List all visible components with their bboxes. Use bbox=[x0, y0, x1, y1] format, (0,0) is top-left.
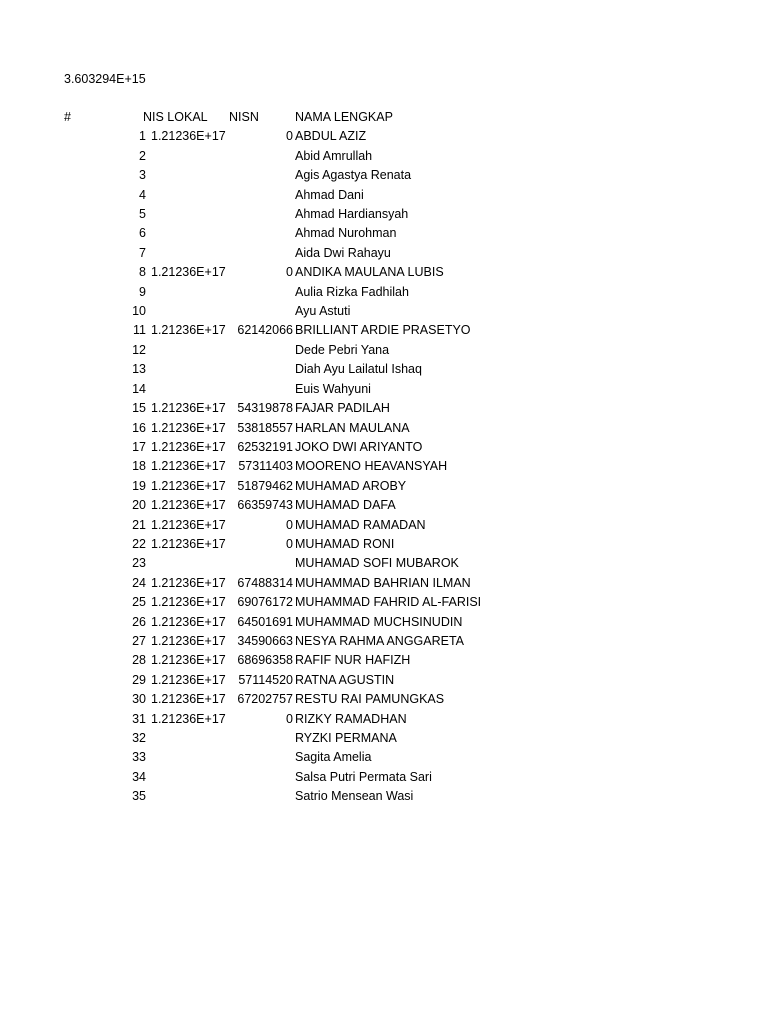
row-nis-lokal bbox=[151, 283, 227, 302]
row-nama-lengkap: Ahmad Dani bbox=[295, 187, 364, 202]
row-number: 17 bbox=[132, 439, 146, 454]
row-nisn bbox=[227, 283, 295, 302]
header-nisn bbox=[227, 108, 295, 127]
row-nama-lengkap: RIZKY RAMADHAN bbox=[295, 711, 407, 726]
table-row bbox=[64, 283, 495, 302]
table-row bbox=[64, 127, 495, 146]
header-number: # bbox=[64, 110, 71, 124]
row-nisn: 0 bbox=[286, 711, 293, 726]
row-nisn: 64501691 bbox=[237, 614, 293, 629]
row-nisn bbox=[227, 302, 295, 321]
table-row bbox=[64, 710, 495, 729]
row-nis-lokal bbox=[151, 244, 227, 263]
row-nisn: 0 bbox=[286, 536, 293, 551]
row-nama-lengkap: JOKO DWI ARIYANTO bbox=[295, 439, 423, 454]
table-row bbox=[64, 302, 495, 321]
row-nisn: 0 bbox=[286, 265, 293, 280]
row-nis-lokal: 1.21236E+17 bbox=[151, 323, 226, 338]
row-nama-lengkap: MUHAMAD RAMADAN bbox=[295, 517, 426, 532]
row-nama-lengkap: Satrio Mensean Wasi bbox=[295, 789, 414, 804]
row-number: 35 bbox=[132, 789, 146, 804]
row-nama-lengkap: Aulia Rizka Fadhilah bbox=[295, 284, 409, 299]
table-row bbox=[64, 729, 495, 748]
row-nis-lokal: 1.21236E+17 bbox=[151, 633, 226, 648]
table-body bbox=[64, 127, 495, 806]
row-nisn: 62532191 bbox=[237, 439, 293, 454]
row-nisn: 0 bbox=[286, 517, 293, 532]
row-nisn bbox=[227, 341, 295, 360]
row-nama-lengkap: Aida Dwi Rahayu bbox=[295, 245, 391, 260]
row-nisn: 54319878 bbox=[237, 401, 293, 416]
table-row bbox=[64, 748, 495, 767]
row-nama-lengkap: MUHAMAD SOFI MUBAROK bbox=[295, 556, 459, 571]
table-row bbox=[64, 166, 495, 185]
table-row bbox=[64, 360, 495, 379]
row-number: 1 bbox=[139, 129, 146, 144]
row-nisn: 67202757 bbox=[237, 692, 293, 707]
row-number: 11 bbox=[133, 323, 146, 338]
row-nisn bbox=[227, 205, 295, 224]
row-nama-lengkap: FAJAR PADILAH bbox=[295, 401, 390, 416]
row-nis-lokal bbox=[151, 787, 227, 806]
row-nis-lokal bbox=[151, 341, 227, 360]
row-number: 32 bbox=[132, 731, 146, 745]
row-nis-lokal bbox=[151, 166, 227, 185]
row-nama-lengkap: MUHAMAD AROBY bbox=[295, 478, 407, 493]
row-nis-lokal: 1.21236E+17 bbox=[151, 653, 226, 668]
row-nisn bbox=[227, 768, 295, 787]
row-nisn bbox=[227, 147, 295, 166]
row-nis-lokal: 1.21236E+17 bbox=[151, 401, 226, 416]
row-nis-lokal bbox=[151, 205, 227, 224]
row-nama-lengkap: BRILLIANT ARDIE PRASETYO bbox=[295, 323, 471, 338]
row-number: 19 bbox=[132, 478, 146, 493]
row-nisn bbox=[227, 186, 295, 205]
row-nis-lokal bbox=[151, 147, 227, 166]
row-nis-lokal bbox=[151, 768, 227, 787]
row-number: 22 bbox=[132, 536, 146, 551]
row-nama-lengkap: MUHAMMAD FAHRID AL-FARISI bbox=[295, 595, 482, 610]
table-row bbox=[64, 516, 495, 535]
table-row bbox=[64, 224, 495, 243]
row-nisn: 53818557 bbox=[237, 420, 293, 435]
header-nis-lokal bbox=[143, 108, 227, 127]
row-number: 8 bbox=[139, 265, 146, 280]
row-nama-lengkap: Abid Amrullah bbox=[295, 148, 373, 163]
table-row bbox=[64, 477, 495, 496]
row-nis-lokal: 1.21236E+17 bbox=[151, 439, 226, 454]
row-nis-lokal bbox=[151, 186, 227, 205]
row-nis-lokal: 1.21236E+17 bbox=[151, 536, 226, 551]
row-nama-lengkap: ANDIKA MAULANA LUBIS bbox=[295, 265, 444, 280]
row-nisn bbox=[227, 166, 295, 185]
table-row bbox=[64, 380, 495, 399]
table-row bbox=[64, 768, 495, 787]
table-row bbox=[64, 651, 495, 670]
header-nisn-label: NISN bbox=[229, 110, 259, 124]
row-nisn bbox=[227, 244, 295, 263]
row-nis-lokal: 1.21236E+17 bbox=[151, 265, 226, 280]
row-nisn bbox=[227, 224, 295, 243]
top-value: 3.603294E+15 bbox=[64, 72, 146, 86]
row-number: 21 bbox=[132, 517, 146, 532]
row-nama-lengkap: MUHAMMAD MUCHSINUDIN bbox=[295, 614, 463, 629]
row-nis-lokal: 1.21236E+17 bbox=[151, 711, 226, 726]
row-number: 10 bbox=[132, 304, 146, 319]
row-nis-lokal bbox=[151, 302, 227, 321]
row-nis-lokal bbox=[151, 554, 227, 573]
row-number: 9 bbox=[139, 284, 146, 299]
row-number: 28 bbox=[132, 653, 146, 668]
row-number: 24 bbox=[132, 575, 146, 590]
row-nama-lengkap: RYZKI PERMANA bbox=[295, 731, 397, 745]
row-nis-lokal bbox=[151, 224, 227, 243]
table-row bbox=[64, 147, 495, 166]
row-nisn: 34590663 bbox=[237, 633, 293, 648]
row-number: 20 bbox=[132, 498, 146, 513]
row-nama-lengkap: Euis Wahyuni bbox=[295, 381, 371, 396]
table-row bbox=[64, 613, 495, 632]
table-row bbox=[64, 574, 495, 593]
student-table bbox=[64, 108, 495, 807]
row-nama-lengkap: MUHAMAD DAFA bbox=[295, 498, 396, 513]
row-number: 31 bbox=[132, 711, 146, 726]
row-nis-lokal: 1.21236E+17 bbox=[151, 498, 226, 513]
row-nama-lengkap: MOORENO HEAVANSYAH bbox=[295, 459, 448, 474]
row-nis-lokal: 1.21236E+17 bbox=[151, 672, 226, 687]
row-number: 13 bbox=[132, 362, 146, 377]
row-nis-lokal bbox=[151, 748, 227, 767]
row-number: 7 bbox=[139, 245, 146, 260]
row-number: 27 bbox=[132, 633, 146, 648]
row-nis-lokal: 1.21236E+17 bbox=[151, 595, 226, 610]
row-number: 25 bbox=[132, 595, 146, 610]
row-number: 34 bbox=[132, 769, 146, 784]
row-number: 29 bbox=[132, 672, 146, 687]
table-row bbox=[64, 244, 495, 263]
table-row bbox=[64, 321, 495, 340]
table-row bbox=[64, 341, 495, 360]
table-row bbox=[64, 457, 495, 476]
row-nis-lokal: 1.21236E+17 bbox=[151, 692, 226, 707]
row-number: 5 bbox=[139, 207, 146, 222]
table-row bbox=[64, 263, 495, 282]
row-nis-lokal bbox=[151, 729, 227, 748]
table-row bbox=[64, 438, 495, 457]
row-nis-lokal: 1.21236E+17 bbox=[151, 420, 226, 435]
table-row bbox=[64, 419, 495, 438]
table-row bbox=[64, 690, 495, 709]
table-row bbox=[64, 787, 495, 806]
row-nisn bbox=[227, 748, 295, 767]
row-number: 26 bbox=[132, 614, 146, 629]
row-nisn: 62142066 bbox=[237, 323, 293, 338]
row-nama-lengkap: Ahmad Nurohman bbox=[295, 226, 397, 241]
row-number: 6 bbox=[139, 226, 146, 241]
row-nis-lokal bbox=[151, 360, 227, 379]
row-nama-lengkap: MUHAMAD RONI bbox=[295, 536, 395, 551]
table-row bbox=[64, 399, 495, 418]
row-nama-lengkap: RATNA AGUSTIN bbox=[295, 672, 395, 687]
row-nis-lokal: 1.21236E+17 bbox=[151, 517, 226, 532]
row-nisn: 57311403 bbox=[238, 459, 293, 474]
table-row bbox=[64, 186, 495, 205]
row-nama-lengkap: Agis Agastya Renata bbox=[295, 168, 412, 183]
row-nisn: 0 bbox=[286, 129, 293, 144]
row-nama-lengkap: Ahmad Hardiansyah bbox=[295, 207, 409, 222]
row-nama-lengkap: MUHAMMAD BAHRIAN ILMAN bbox=[295, 575, 471, 590]
row-nisn: 68696358 bbox=[237, 653, 293, 668]
row-nama-lengkap: RESTU RAI PAMUNGKAS bbox=[295, 692, 445, 707]
row-nisn: 66359743 bbox=[237, 498, 293, 513]
table-row bbox=[64, 671, 495, 690]
row-number: 30 bbox=[132, 692, 146, 707]
row-nisn bbox=[227, 360, 295, 379]
row-nis-lokal: 1.21236E+17 bbox=[151, 478, 226, 493]
table-row bbox=[64, 554, 495, 573]
row-nisn bbox=[227, 380, 295, 399]
row-nama-lengkap: ABDUL AZIZ bbox=[295, 129, 367, 144]
row-nama-lengkap: NESYA RAHMA ANGGARETA bbox=[295, 633, 465, 648]
row-nis-lokal: 1.21236E+17 bbox=[151, 575, 226, 590]
table-row bbox=[64, 496, 495, 515]
row-number: 4 bbox=[139, 187, 146, 202]
row-nisn: 51879462 bbox=[237, 478, 293, 493]
header-nis-lokal-label: NIS LOKAL bbox=[143, 110, 208, 124]
table-row bbox=[64, 593, 495, 612]
row-number: 2 bbox=[139, 148, 146, 163]
row-number: 12 bbox=[132, 342, 146, 357]
row-number: 15 bbox=[132, 401, 146, 416]
row-nis-lokal: 1.21236E+17 bbox=[151, 129, 226, 144]
row-nama-lengkap: Salsa Putri Permata Sari bbox=[295, 769, 432, 784]
row-number: 3 bbox=[139, 168, 146, 183]
row-nama-lengkap: Dede Pebri Yana bbox=[295, 342, 390, 357]
row-nisn: 67488314 bbox=[237, 575, 293, 590]
row-nama-lengkap: Sagita Amelia bbox=[295, 750, 372, 765]
row-nisn bbox=[227, 729, 295, 748]
row-number: 16 bbox=[132, 420, 146, 435]
row-nisn bbox=[227, 554, 295, 573]
table-row bbox=[64, 205, 495, 224]
row-nama-lengkap: Diah Ayu Lailatul Ishaq bbox=[295, 362, 422, 377]
row-nis-lokal bbox=[151, 380, 227, 399]
row-nama-lengkap: HARLAN MAULANA bbox=[295, 420, 410, 435]
row-number: 33 bbox=[132, 750, 146, 765]
row-nisn bbox=[227, 787, 295, 806]
table-row bbox=[64, 535, 495, 554]
row-number: 18 bbox=[132, 459, 146, 474]
table-header-row bbox=[64, 108, 495, 127]
row-number: 23 bbox=[132, 556, 146, 571]
row-nisn: 69076172 bbox=[237, 595, 293, 610]
row-number: 14 bbox=[132, 381, 146, 396]
row-nama-lengkap: Ayu Astuti bbox=[295, 304, 351, 319]
header-nama-lengkap: NAMA LENGKAP bbox=[295, 110, 393, 124]
table-row bbox=[64, 632, 495, 651]
row-nama-lengkap: RAFIF NUR HAFIZH bbox=[295, 653, 411, 668]
row-nis-lokal: 1.21236E+17 bbox=[151, 614, 226, 629]
row-nis-lokal: 1.21236E+17 bbox=[151, 459, 226, 474]
row-nisn: 57114520 bbox=[238, 672, 293, 687]
